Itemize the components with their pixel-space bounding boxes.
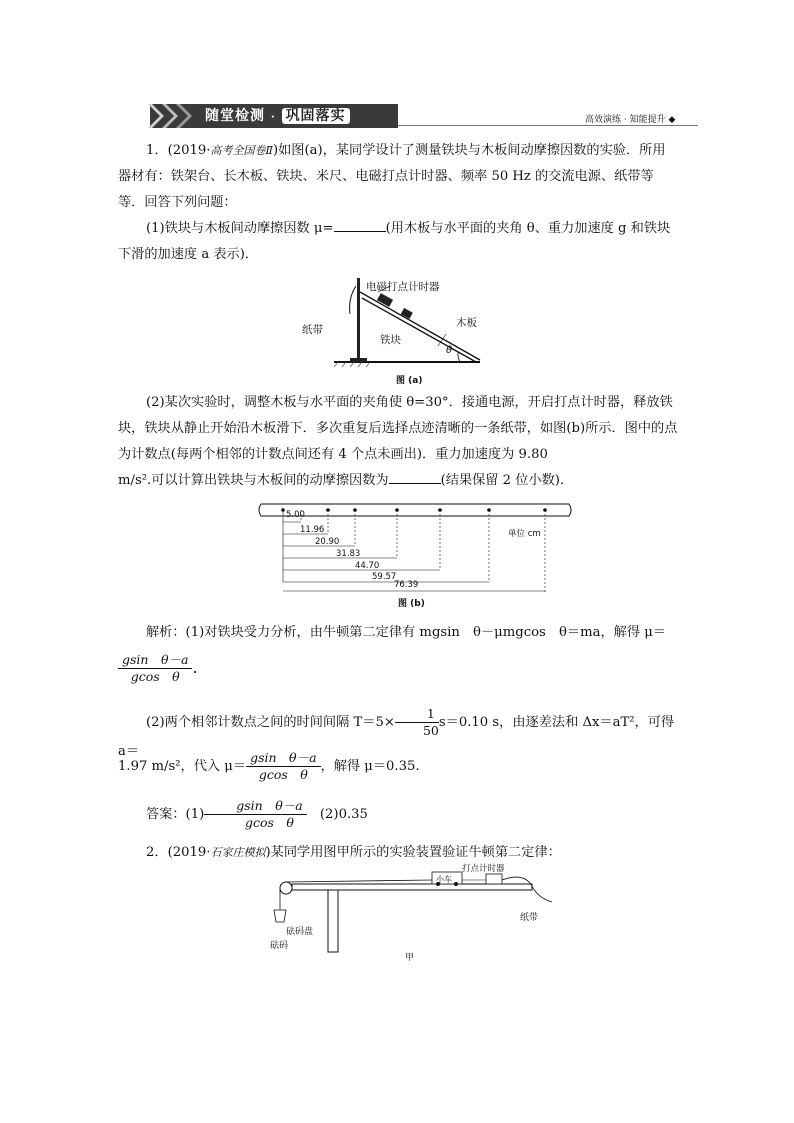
answer-line: 答案：(1) $\frac{\text{gsin θ－a}}{\text{gcos θ}}$ (2)0.35 xyxy=(146,798,368,830)
label-block: 铁块 xyxy=(380,334,401,346)
q1-intro: 1．(2019·高考全国卷Ⅱ)如图(a)，某同学设计了测量铁块与木板间动摩擦因数的实验．所用器材有：铁架台、长木板、铁块、米尺、电磁打点计时器、频率 50 Hz 的交流电源、纸带等等．回答下列问题： xyxy=(118,143,666,210)
label-angle: θ xyxy=(446,345,453,356)
answer-blank xyxy=(334,219,386,232)
label-weight: 砝码 xyxy=(270,941,289,951)
distance-7: 76.39 xyxy=(394,580,419,590)
solution-line1: 解析：(1)对铁块受力分析，由牛顿第二定律有 mgsin θ－μmgcos θ＝ma，解得 μ＝ xyxy=(146,625,666,640)
figure-b-caption: 图 (b) xyxy=(398,599,425,609)
figure-a-caption: 图 (a) xyxy=(396,376,423,386)
label-timer: 电磁打点计时器 xyxy=(366,281,440,293)
q1-part2: (2)某次实验时，调整木板与水平面的夹角使 θ=30°．接通电源，开启打点计时器，释放铁块，铁块从静止开始沿木板滑下．多次重复后选择点迹清晰的一条纸带，如图(b)所示．图中的点为计数点(每两个相邻的计数点间还有 4 个点未画出)．重力加速度为 9.80 xyxy=(118,395,678,462)
unit-label: 单位 cm xyxy=(508,529,541,539)
chevron-decoration-icon xyxy=(148,104,208,128)
distance-6: 59.57 xyxy=(372,572,397,582)
section-title: 随堂检测 · 巩固落实 xyxy=(205,105,350,129)
distance-5: 44.70 xyxy=(355,561,380,571)
label-board: 木板 xyxy=(456,317,477,329)
solution-line3: 1.97 m/s²，代入 μ＝ $\frac{\text{gsin θ－a}}{\text{gcos θ}}$ ，解得 μ＝0.35. xyxy=(118,750,420,782)
header-rule xyxy=(398,125,698,126)
label-tape-2: 纸带 xyxy=(520,913,539,923)
q2-intro: 2．(2019·石家庄模拟)某同学用图甲所示的实验装置验证牛顿第二定律： xyxy=(146,845,561,860)
figure-2-caption: 甲 xyxy=(405,953,415,963)
label-pan: 砝码盘 xyxy=(286,927,314,937)
distance-1: 5.00 xyxy=(286,510,305,520)
distance-4: 31.83 xyxy=(336,549,361,559)
distance-2: 11.96 xyxy=(300,525,325,535)
distance-3: 20.90 xyxy=(315,537,340,547)
figure-cart-apparatus xyxy=(262,862,562,954)
header-right-label: 高效演练 · 知能提升 ◆ xyxy=(585,115,676,125)
q1-part1: (1)铁块与木板间动摩擦因数 μ= (用木板与水平面的夹角 θ、重力加速度 g 和铁块下滑的加速度 a 表示)． xyxy=(118,221,671,262)
label-timer-2: 打点计时器 xyxy=(462,864,505,874)
q1-part2-line2: m/s².可以计算出铁块与木板间的动摩擦因数为 (结果保留 2 位小数)． xyxy=(118,473,574,488)
answer-blank-2 xyxy=(389,471,441,484)
label-cart: 小车 xyxy=(436,875,452,884)
solution-line2: (2)两个相邻计数点之间的时间间隔 T＝5× $\frac{1}{50}$ s＝0.10 s，由逐差法和 Δx＝aT²，可得 a＝ xyxy=(118,706,675,759)
solution-fraction: $\frac{\text{gsin θ－a}}{\text{gcos θ}}$ . xyxy=(118,652,198,685)
label-tape: 纸带 xyxy=(302,324,323,336)
